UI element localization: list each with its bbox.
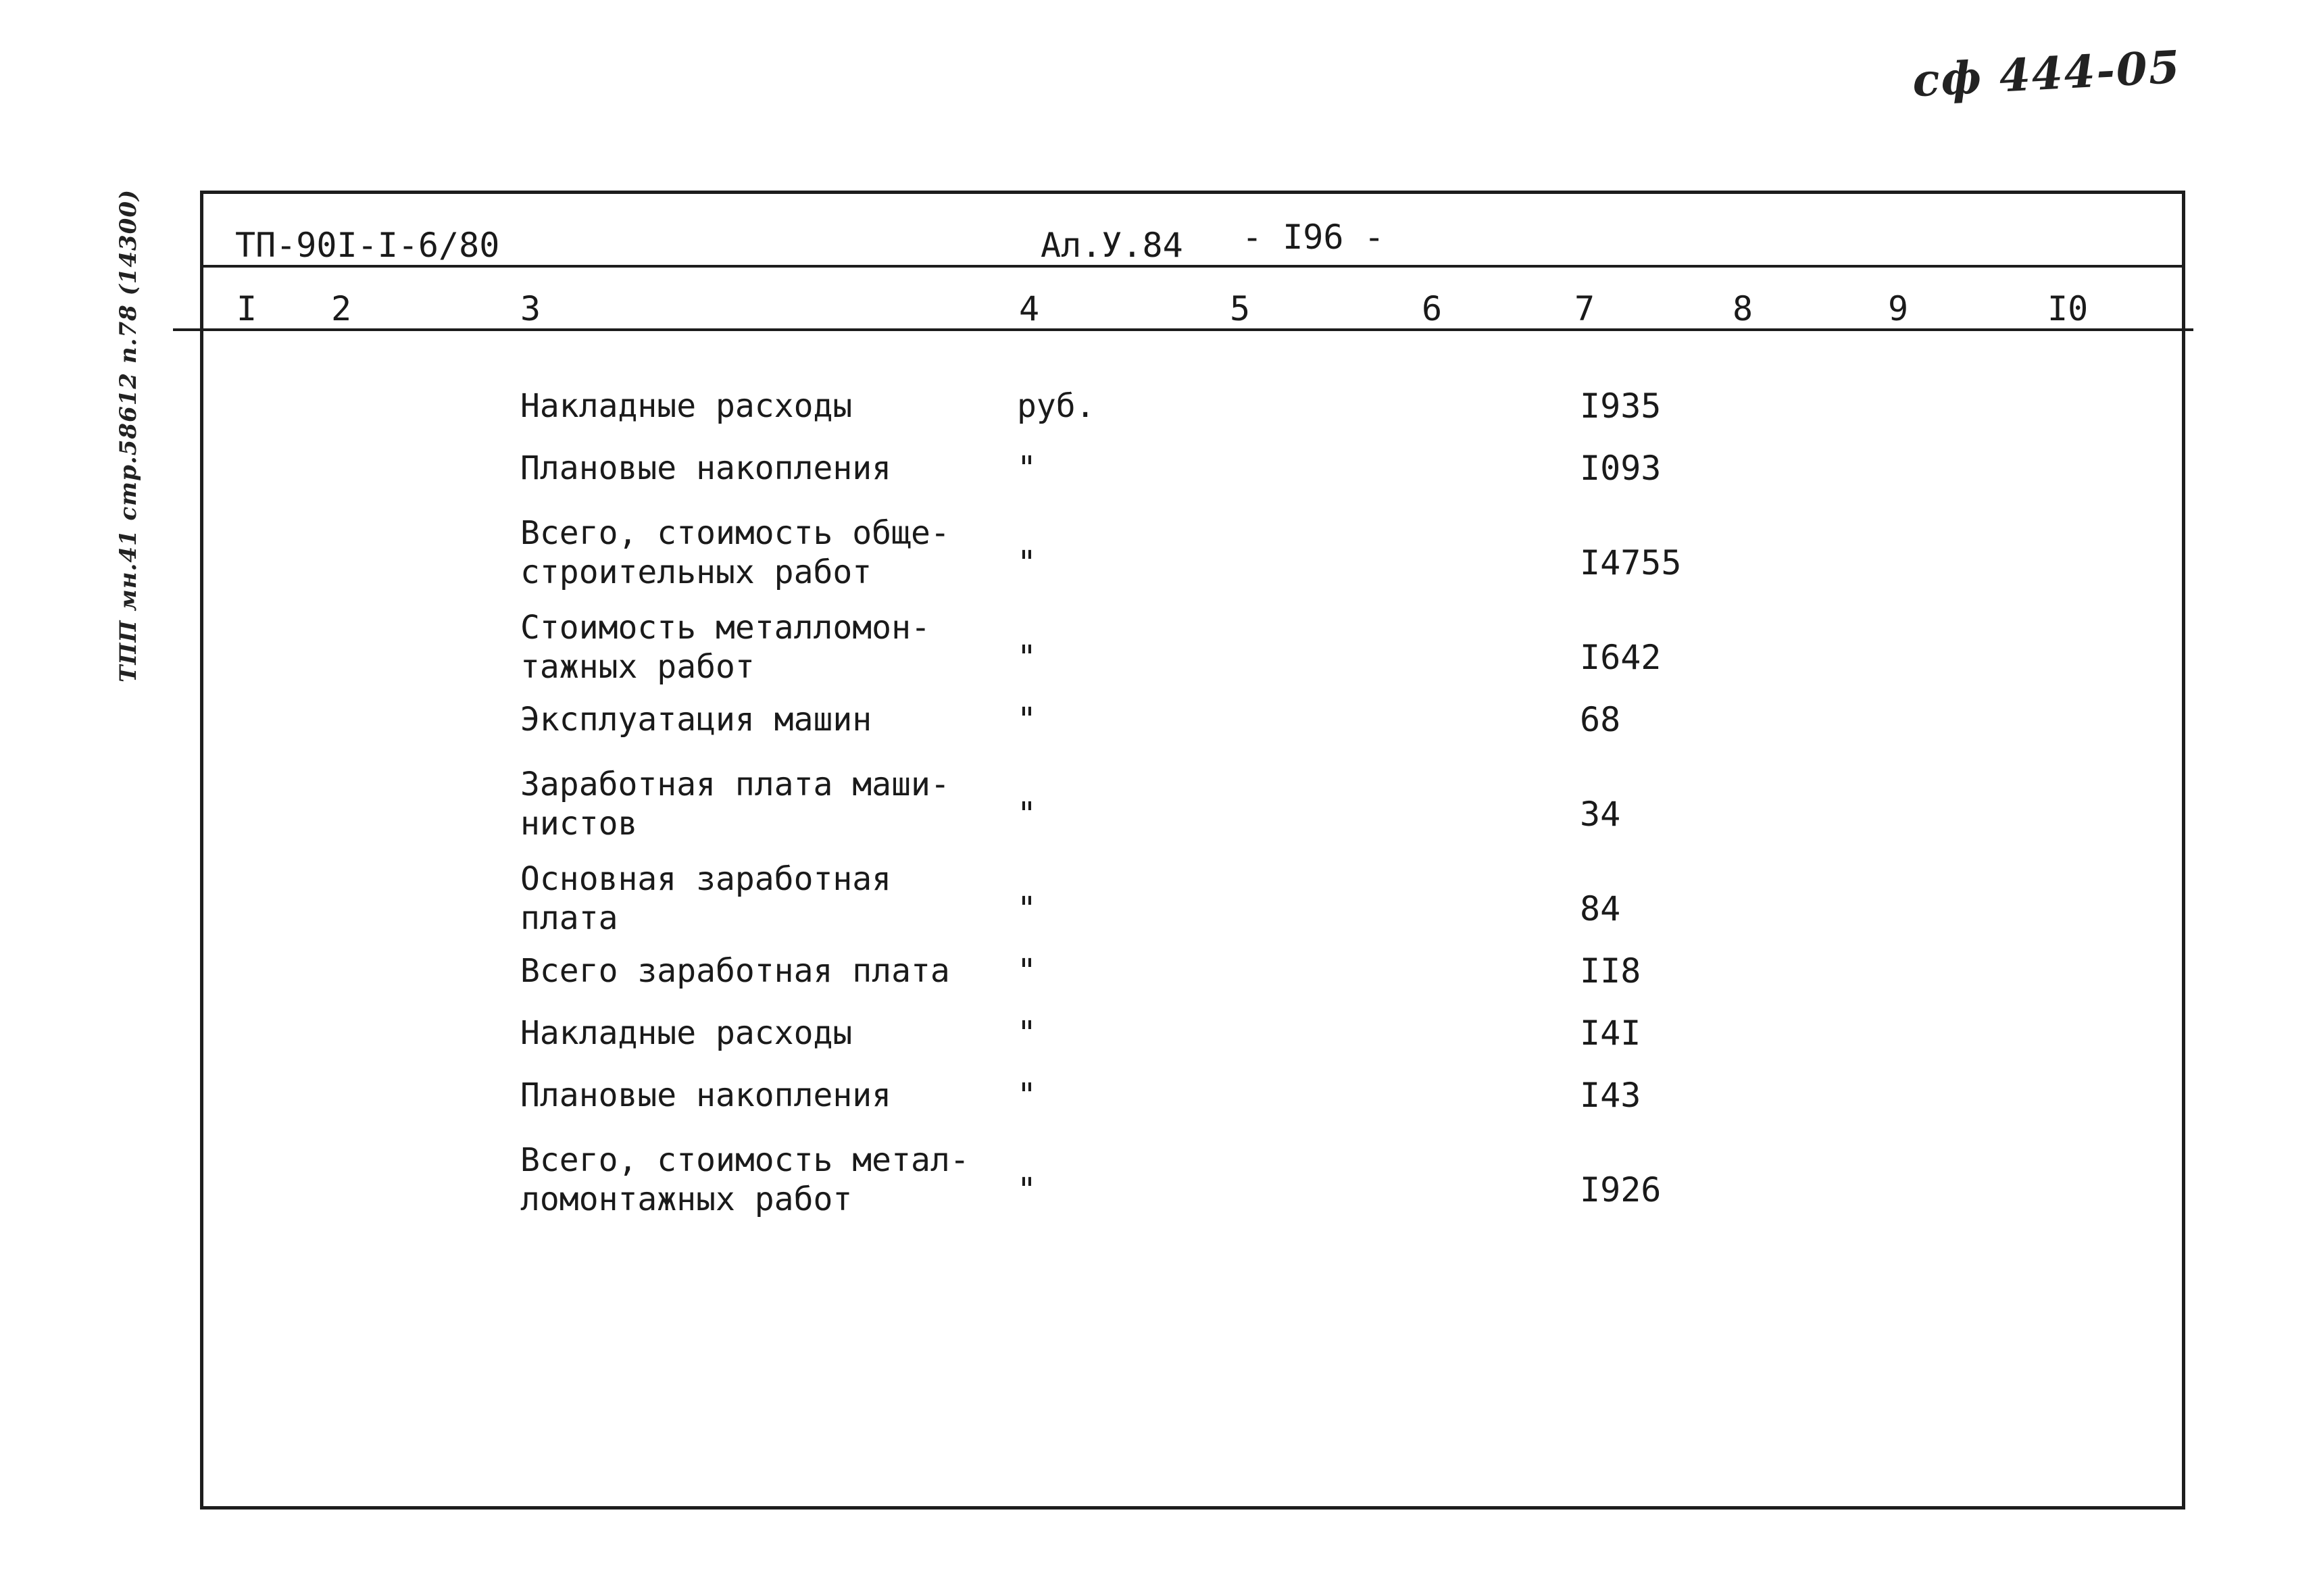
column-rule <box>173 328 2193 331</box>
row-unit: " <box>1017 1171 1037 1209</box>
row-unit: " <box>1017 952 1037 990</box>
row-name: Всего, стоимость обще- строительных работ <box>520 514 950 591</box>
row-value: II8 <box>1580 951 1641 991</box>
page-number: - I96 - <box>1242 218 1385 257</box>
column-number: I0 <box>2047 289 2089 328</box>
document-code: ТП-90I-I-6/80 <box>235 226 500 265</box>
row-name: Заработная плата маши- нистов <box>520 766 950 843</box>
column-number: 9 <box>1888 289 1909 328</box>
row-name: Основная заработная плата <box>520 860 892 937</box>
column-number: 7 <box>1574 289 1595 328</box>
row-unit: " <box>1017 795 1037 833</box>
row-value: I935 <box>1580 386 1662 426</box>
row-unit: " <box>1017 639 1037 676</box>
side-annotation: ТПП мн.41 стр.58612 п.78 (14300) <box>115 189 142 682</box>
row-name: Накладные расходы <box>520 387 853 425</box>
column-number: 5 <box>1230 289 1251 328</box>
row-name: Всего, стоимость метал- ломонтажных работ <box>520 1141 970 1218</box>
header-rule <box>200 265 2185 268</box>
column-number: 8 <box>1733 289 1753 328</box>
row-value: I926 <box>1580 1170 1662 1210</box>
row-unit: руб. <box>1017 387 1095 425</box>
row-name: Стоимость металломон- тажных работ <box>520 609 930 686</box>
row-name: Плановые накопления <box>520 1076 892 1114</box>
row-value: I4755 <box>1580 543 1682 582</box>
row-value: I4I <box>1580 1014 1641 1053</box>
row-name: Плановые накопления <box>520 449 892 487</box>
row-unit: " <box>1017 1014 1037 1052</box>
row-name: Всего заработная плата <box>520 952 950 990</box>
column-number: I <box>237 289 257 328</box>
column-number: 3 <box>520 289 541 328</box>
table-frame <box>200 191 2185 1510</box>
row-value: I43 <box>1580 1076 1641 1115</box>
row-unit: " <box>1017 544 1037 582</box>
column-number: 6 <box>1422 289 1443 328</box>
row-value: 68 <box>1580 700 1621 739</box>
row-name: Эксплуатация машин <box>520 701 872 739</box>
row-value: I642 <box>1580 638 1662 677</box>
column-number: 4 <box>1019 289 1040 328</box>
column-number: 2 <box>331 289 352 328</box>
row-unit: " <box>1017 1076 1037 1114</box>
row-unit: " <box>1017 890 1037 928</box>
album-code: Ал.У.84 <box>1041 226 1183 265</box>
row-unit: " <box>1017 701 1037 739</box>
archive-stamp: сф 444-05 <box>1911 40 2183 107</box>
row-value: I093 <box>1580 449 1662 488</box>
row-name: Накладные расходы <box>520 1014 853 1052</box>
row-value: 34 <box>1580 795 1621 834</box>
row-value: 84 <box>1580 889 1621 928</box>
row-unit: " <box>1017 449 1037 487</box>
